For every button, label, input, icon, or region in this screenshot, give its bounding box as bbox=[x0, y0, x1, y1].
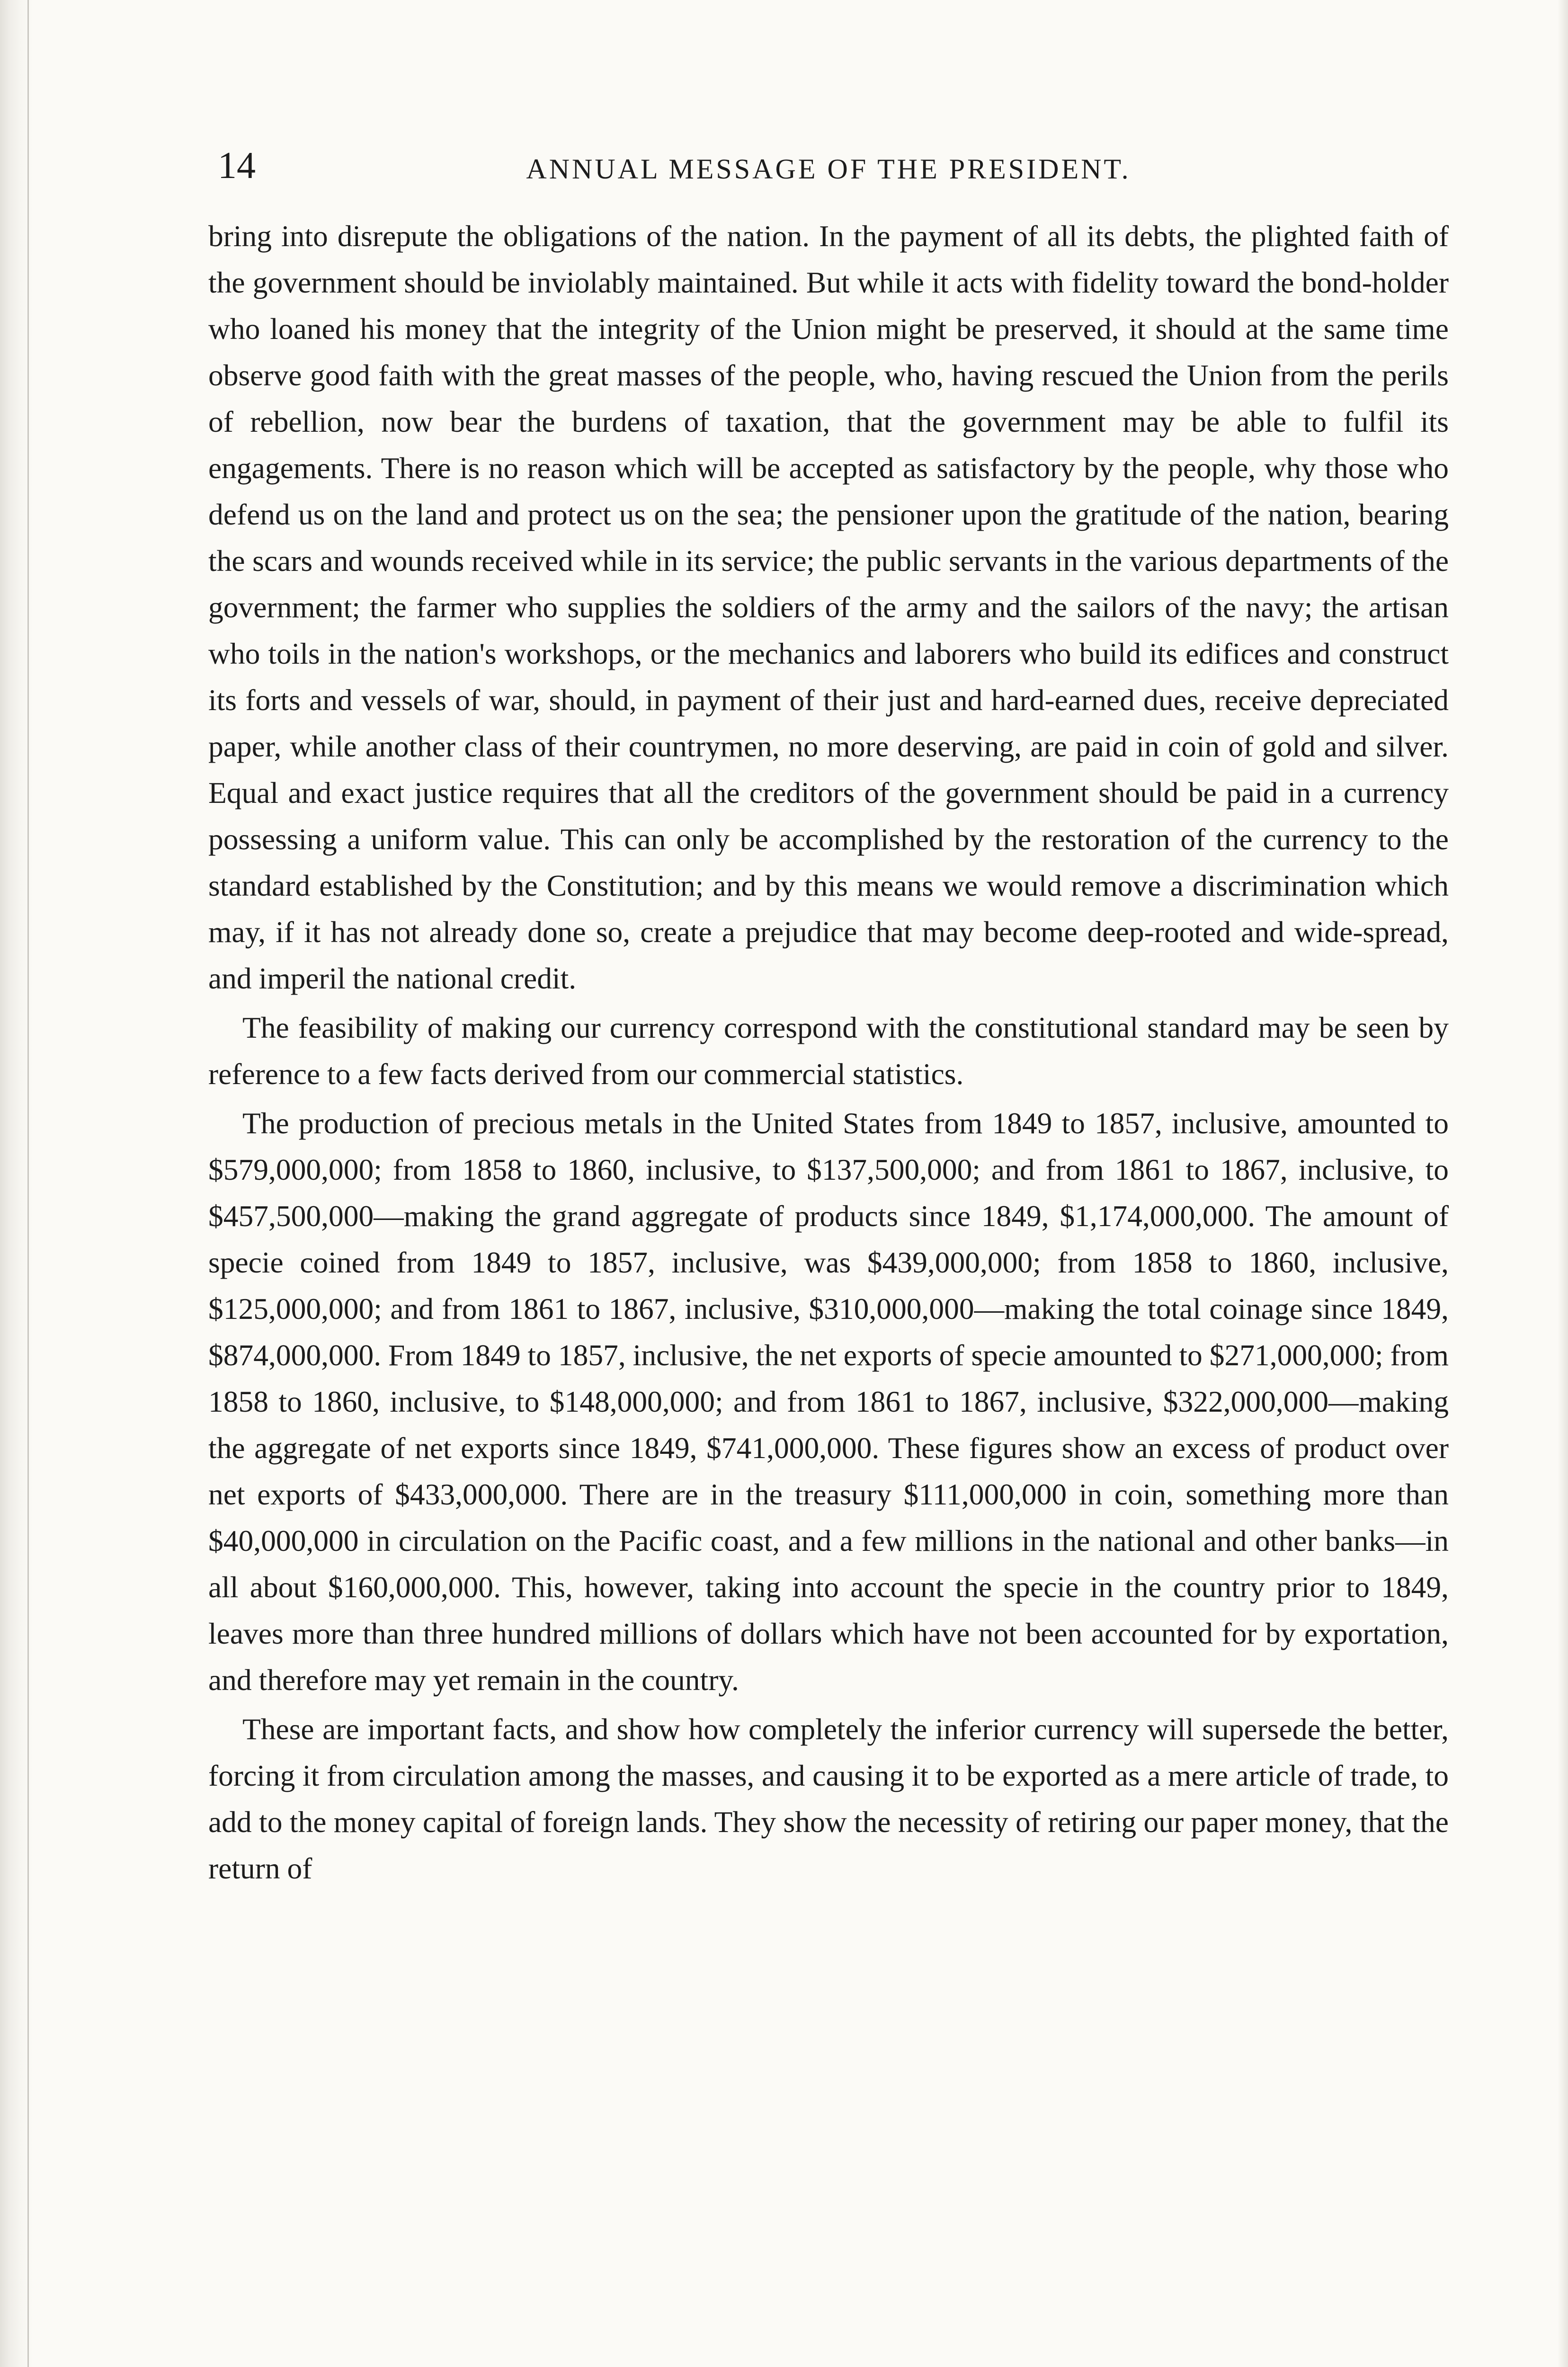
paragraph-continuation: bring into disrepute the obligations of the nation. In the payment of all its debts, the plighted faith of the government should be inviolably maintained. But while it acts with fidelity toward the bond-holder who loaned his money that the integrity of the Union might be preserved, it should at the same time observe good faith with the great masses of the people, who, having rescued the Union from the perils of rebellion, now bear the burdens of taxation, that the government may be able to fulfil its engagements. There is no reason which will be accepted as satisfactory by the people, why those who defend us on the land and protect us on the sea; the pensioner upon the gratitude of the nation, bearing the scars and wounds received while in its service; the public servants in the various departments of the government; the farmer who supplies the soldiers of the army and the sailors of the navy; the artisan who toils in the nation's workshops, or the mechanics and laborers who build its edifices and construct its forts and vessels of war, should, in payment of their just and hard-earned dues, receive depreciated paper, while another class of their countrymen, no more deserving, are paid in coin of gold and silver. Equal and exact justice requires that all the creditors of the government should be paid in a currency possessing a uniform value. This can only be accomplished by the restoration of the currency to the standard established by the Constitution; and by this means we would remove a discrimination which may, if it has not already done so, create a prejudice that may become deep-rooted and wide-spread, and imperil the national credit. bbox=[208, 219, 1449, 995]
book-page bbox=[208, 142, 1449, 1892]
scan-right-edge bbox=[1558, 0, 1568, 2367]
paragraph-production-statistics: The production of precious metals in the United States from 1849 to 1857, inclusive, amounted to $579,000,000; from 1858 to 1860, inclusive, to $137,500,000; and from 1861 to 1867, inclusive, to $457,500,000—making the grand aggregate of products since 1849, $1,174,000,000. The amount of specie coined from 1849 to 1857, inclusive, was $439,000,000; from 1858 to 1860, inclusive, $125,000,000; and from 1861 to 1867, inclusive, $310,000,000—making the total coinage since 1849, $874,000,000. From 1849 to 1857, inclusive, the net exports of specie amounted to $271,000,000; from 1858 to 1860, inclusive, to $148,000,000; and from 1861 to 1867, inclusive, $322,000,000—making the aggregate of net exports since 1849, $741,000,000. These figures show an excess of product over net exports of $433,000,000. There are in the treasury $111,000,000 in coin, something more than $40,000,000 in circulation on the Pacific coast, and a few millions in the national and other banks—in all about $160,000,000. This, however, taking into account the specie in the country prior to 1849, leaves more than three hundred millions of dollars which have not been accounted for by exportation, and therefore may yet remain in the country. bbox=[208, 1106, 1449, 1697]
scan-binding-line bbox=[27, 0, 29, 2367]
page-header bbox=[208, 142, 1449, 189]
page-number: 14 bbox=[218, 145, 256, 187]
paragraph-important-facts: These are important facts, and show how completely the inferior currency will supersede the better, forcing it from circulation among the masses, and causing it to be exported as a mere article of trade, to add to the money capital of foreign lands. They show the necessity of retiring our paper money, that the return of bbox=[208, 1712, 1449, 1885]
running-head: ANNUAL MESSAGE OF THE PRESIDENT. bbox=[526, 153, 1131, 185]
paragraph-feasibility: The feasibility of making our currency correspond with the constitutional standard may be seen by reference to a few facts derived from our commercial statistics. bbox=[208, 1011, 1449, 1091]
text-body bbox=[208, 213, 1449, 1892]
